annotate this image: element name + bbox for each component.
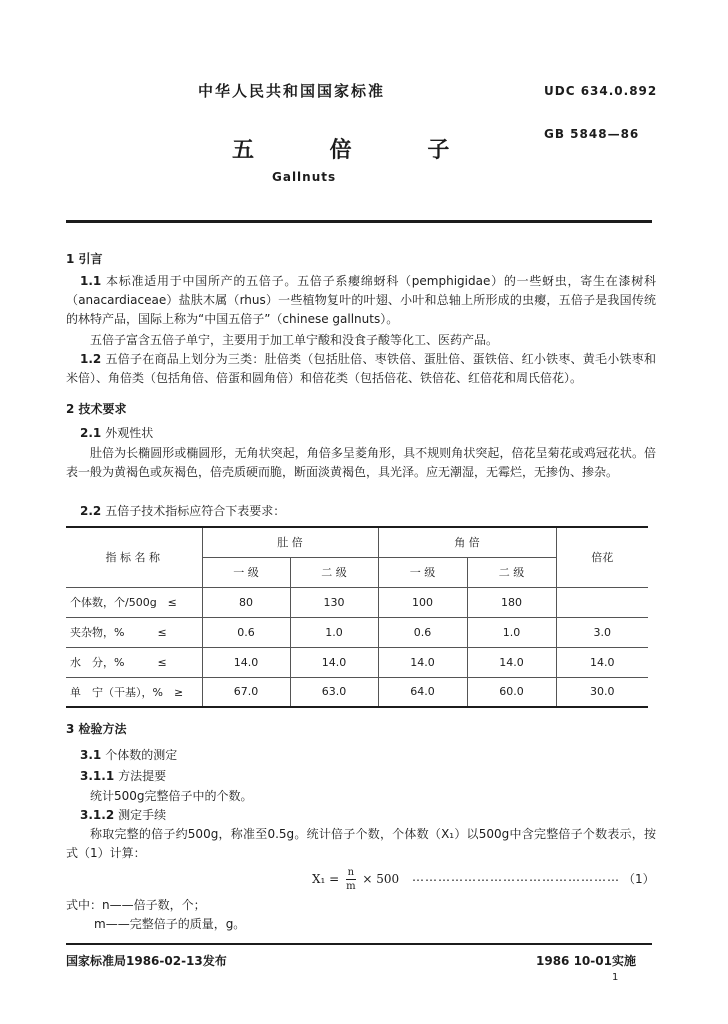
table-cell: 64.0 [378,677,467,707]
effective-date: 1986 10-01实施 [536,954,636,968]
clause-3-1-1 [80,767,166,784]
equation-number: （1） [623,872,655,886]
issue-date: 国家标准局1986-02-13发布 [66,954,227,968]
clause-2-2 [80,502,285,519]
paragraph-1-1b: 五倍子富含五倍子单宁，主要用于加工单宁酸和没食子酸等化工、医药产品。 [90,333,499,347]
clause-number: 3.1.1 [80,769,115,783]
table-row [66,647,648,677]
table-row [66,677,648,707]
clause-3-1 [80,746,177,763]
clause-number: 3.1 [80,748,102,762]
formula-1 [312,866,399,893]
udc-code: UDC 634.0.892 [544,84,658,98]
section-3-heading: 3 检验方法 [66,722,127,736]
formula-fraction [346,866,355,893]
table-cell: 14.0 [290,647,378,677]
paragraph-text: 五倍子在商品上划分为三类：肚倍类（包括肚倍、枣铁倍、蛋肚倍、蛋铁倍、红小铁枣、黄毛小铁枣和米倍）、角倍类（包括角倍、倍蛋和圆角倍）和倍花类（包括倍花、铁倍花、红倍花和周氏倍花）。 [66,352,656,385]
gb-number: GB 5848—86 [544,127,640,141]
where-n: 式中：n——倍子数，个； [66,898,206,912]
table-row [66,617,648,647]
clause-text: 五倍子技术指标应符合下表要求： [105,504,286,518]
formula-numerator: n [347,867,355,878]
page-number: 1 [612,972,619,983]
table-cell: 14.0 [467,647,556,677]
table-cell: 0.6 [378,617,467,647]
table-cell: 80 [202,587,290,617]
formula-denominator: m [346,881,356,892]
grade-header: 二 级 [290,557,378,587]
clause-number: 2.2 [80,504,102,518]
paragraph-text: 本标准适用于中国所产的五倍子。五倍子系瘿绵蚜科（pemphigidae）的一些蚜虫，寄生在漆树科（anacardiaceae）盐肤木属（rhus）一些植物复叶的叶翅、小叶和总轴上所形成的虫瘿，五倍子是我国传统的林特产品，国际上称为“中国五倍子”（chinese gallnuts）。 [66,274,656,326]
paragraph-3-1-1: 统计500g完整倍子中的个数。 [90,789,253,803]
header-rule [66,220,652,223]
row-label: 单 宁（干基），% ≥ [66,677,202,707]
grade-header: 二 级 [467,557,556,587]
paragraph-3-1-2: 称取完整的倍子约500g，称准至0.5g。统计倍子个数，个体数（X₁）以500g中含完整倍子个数表示，按式（1）计算： [66,827,656,860]
formula-lhs: X₁ = [312,872,340,886]
clause-title: 个体数的测定 [105,748,178,762]
page-title: 五 倍 子 [232,137,484,163]
table-cell: 30.0 [556,677,648,707]
clause-number: 1.1 [80,274,102,288]
group-dubei-header: 肚 倍 [202,527,378,557]
section-2-heading: 2 技术要求 [66,402,127,416]
paragraph-1-1 [66,272,656,329]
clause-3-1-2 [80,806,166,823]
clause-title: 测定手续 [118,808,167,822]
table-cell: 14.0 [202,647,290,677]
table-row [66,587,648,617]
clause-2-1 [80,424,153,441]
table-cell [556,587,648,617]
table-cell: 60.0 [467,677,556,707]
formula-leader-dots: ………………………………………… [412,870,620,884]
table-cell: 3.0 [556,617,648,647]
table-cell: 1.0 [467,617,556,647]
row-label: 个体数，个/500g ≤ [66,587,202,617]
clause-number: 3.1.2 [80,808,115,822]
table-cell: 100 [378,587,467,617]
section-1-heading: 1 引言 [66,252,103,266]
table-cell: 14.0 [378,647,467,677]
indicator-header: 指 标 名 称 [66,527,202,587]
paragraph-1-2 [66,350,656,388]
table-cell: 14.0 [556,647,648,677]
table-cell: 130 [290,587,378,617]
table-cell: 1.0 [290,617,378,647]
spec-table [66,526,648,708]
group-jiaobei-header: 角 倍 [378,527,556,557]
table-cell: 63.0 [290,677,378,707]
where-m: m——完整倍子的质量，g。 [94,917,246,931]
grade-header: 一 级 [378,557,467,587]
clause-title: 外观性状 [105,426,154,440]
formula-rhs: × 500 [362,872,400,886]
footer-rule [66,943,652,945]
standard-name: 中华人民共和国国家标准 [198,82,386,100]
paragraph-2-1: 肚倍为长椭圆形或椭圆形，无角状突起，角倍多呈菱角形，具不规则角状突起，倍花呈菊花或鸡冠花状。倍表一般为黄褐色或灰褐色，倍壳质硬而脆，断面淡黄褐色，具光泽。应无潮湿，无霉烂，无掺伪、掺杂。 [66,446,656,479]
table-cell: 180 [467,587,556,617]
grade-header: 一 级 [202,557,290,587]
table-cell: 67.0 [202,677,290,707]
group-beihua-header: 倍花 [556,527,648,587]
page-subtitle-en: Gallnuts [272,170,337,184]
row-label: 夹杂物，% ≤ [66,617,202,647]
table-cell: 0.6 [202,617,290,647]
table-header-row [66,527,648,557]
clause-number: 2.1 [80,426,102,440]
row-label: 水 分，% ≤ [66,647,202,677]
clause-title: 方法提要 [118,769,167,783]
clause-number: 1.2 [80,352,102,366]
